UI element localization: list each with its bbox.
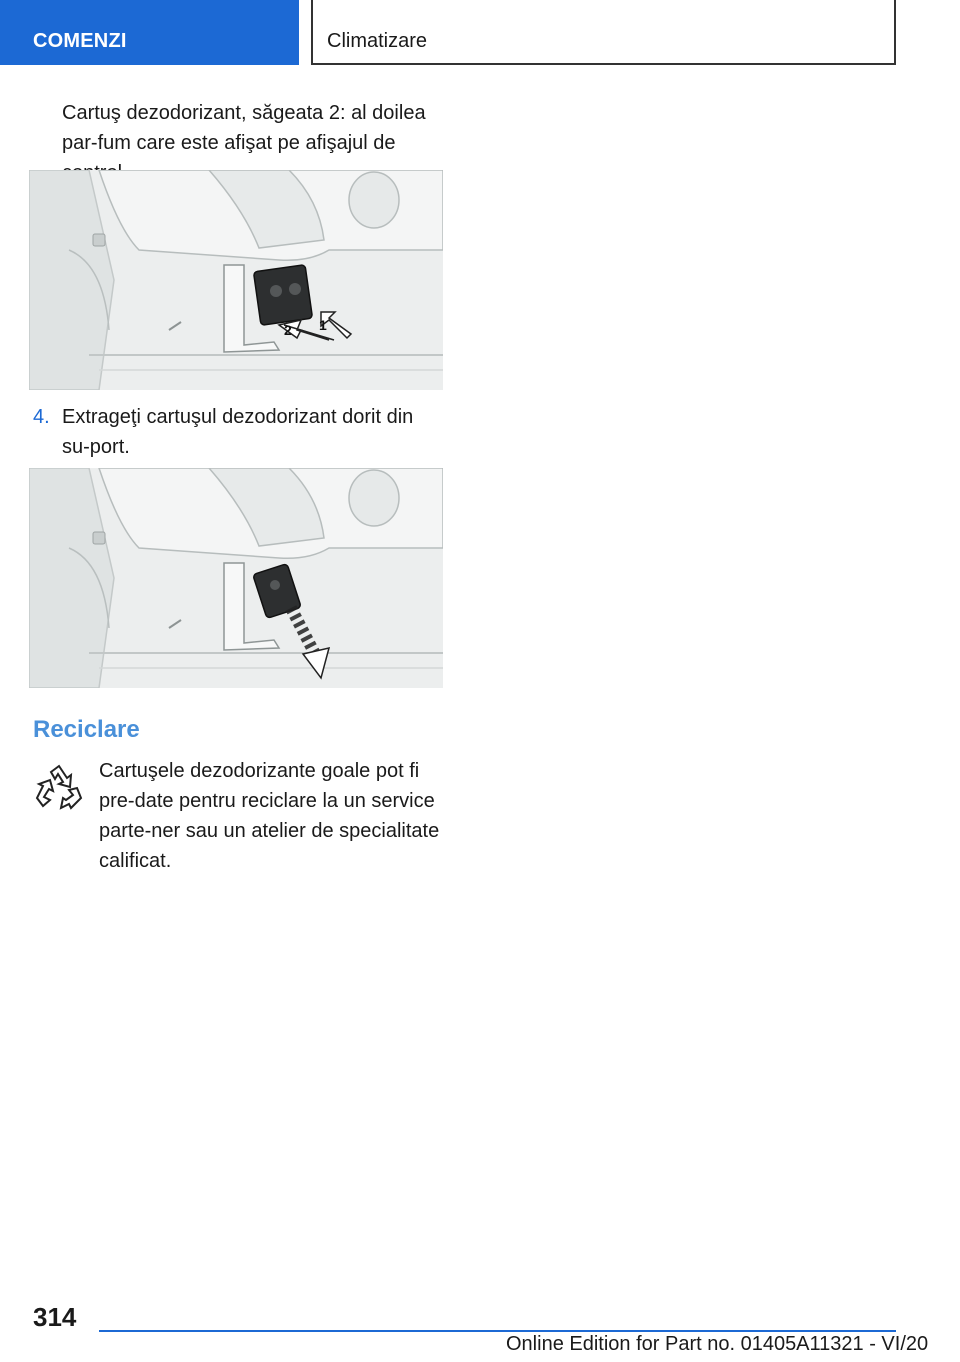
intro-paragraph: Cartuş dezodorizant, săgeata 2: al doilea par-fum care este afişat pe afişajul de — [62, 102, 426, 154]
page-number: 314 — [33, 1302, 77, 1332]
chapter-header — [311, 0, 896, 65]
section-title-reciclare: Reciclare — [33, 716, 140, 743]
chapter-label: Climatizare — [327, 30, 428, 52]
recycle-icon — [33, 762, 85, 814]
arrow-label-1: 1 — [319, 317, 327, 333]
section-label: COMENZI — [33, 30, 127, 52]
section-tab — [0, 0, 299, 65]
figure-cartridge-removal — [29, 468, 443, 688]
step-number: 4. — [33, 406, 50, 428]
recycle-paragraph: Cartuşele dezodorizante goale pot fi pre-date pentru reciclare la un service parte-ner sau un atelier de specialitate calificat. — [99, 760, 440, 872]
arrow-label-2: 2 — [284, 322, 292, 338]
edition-note: Online Edition for Part no. 01405A11321 - VI/20 — [506, 1333, 929, 1355]
footer-divider — [99, 1330, 896, 1332]
figure-cartridge-arrows — [29, 170, 443, 390]
step-text: Extrageţi cartuşul dezodorizant dorit din su-port. — [62, 406, 414, 458]
